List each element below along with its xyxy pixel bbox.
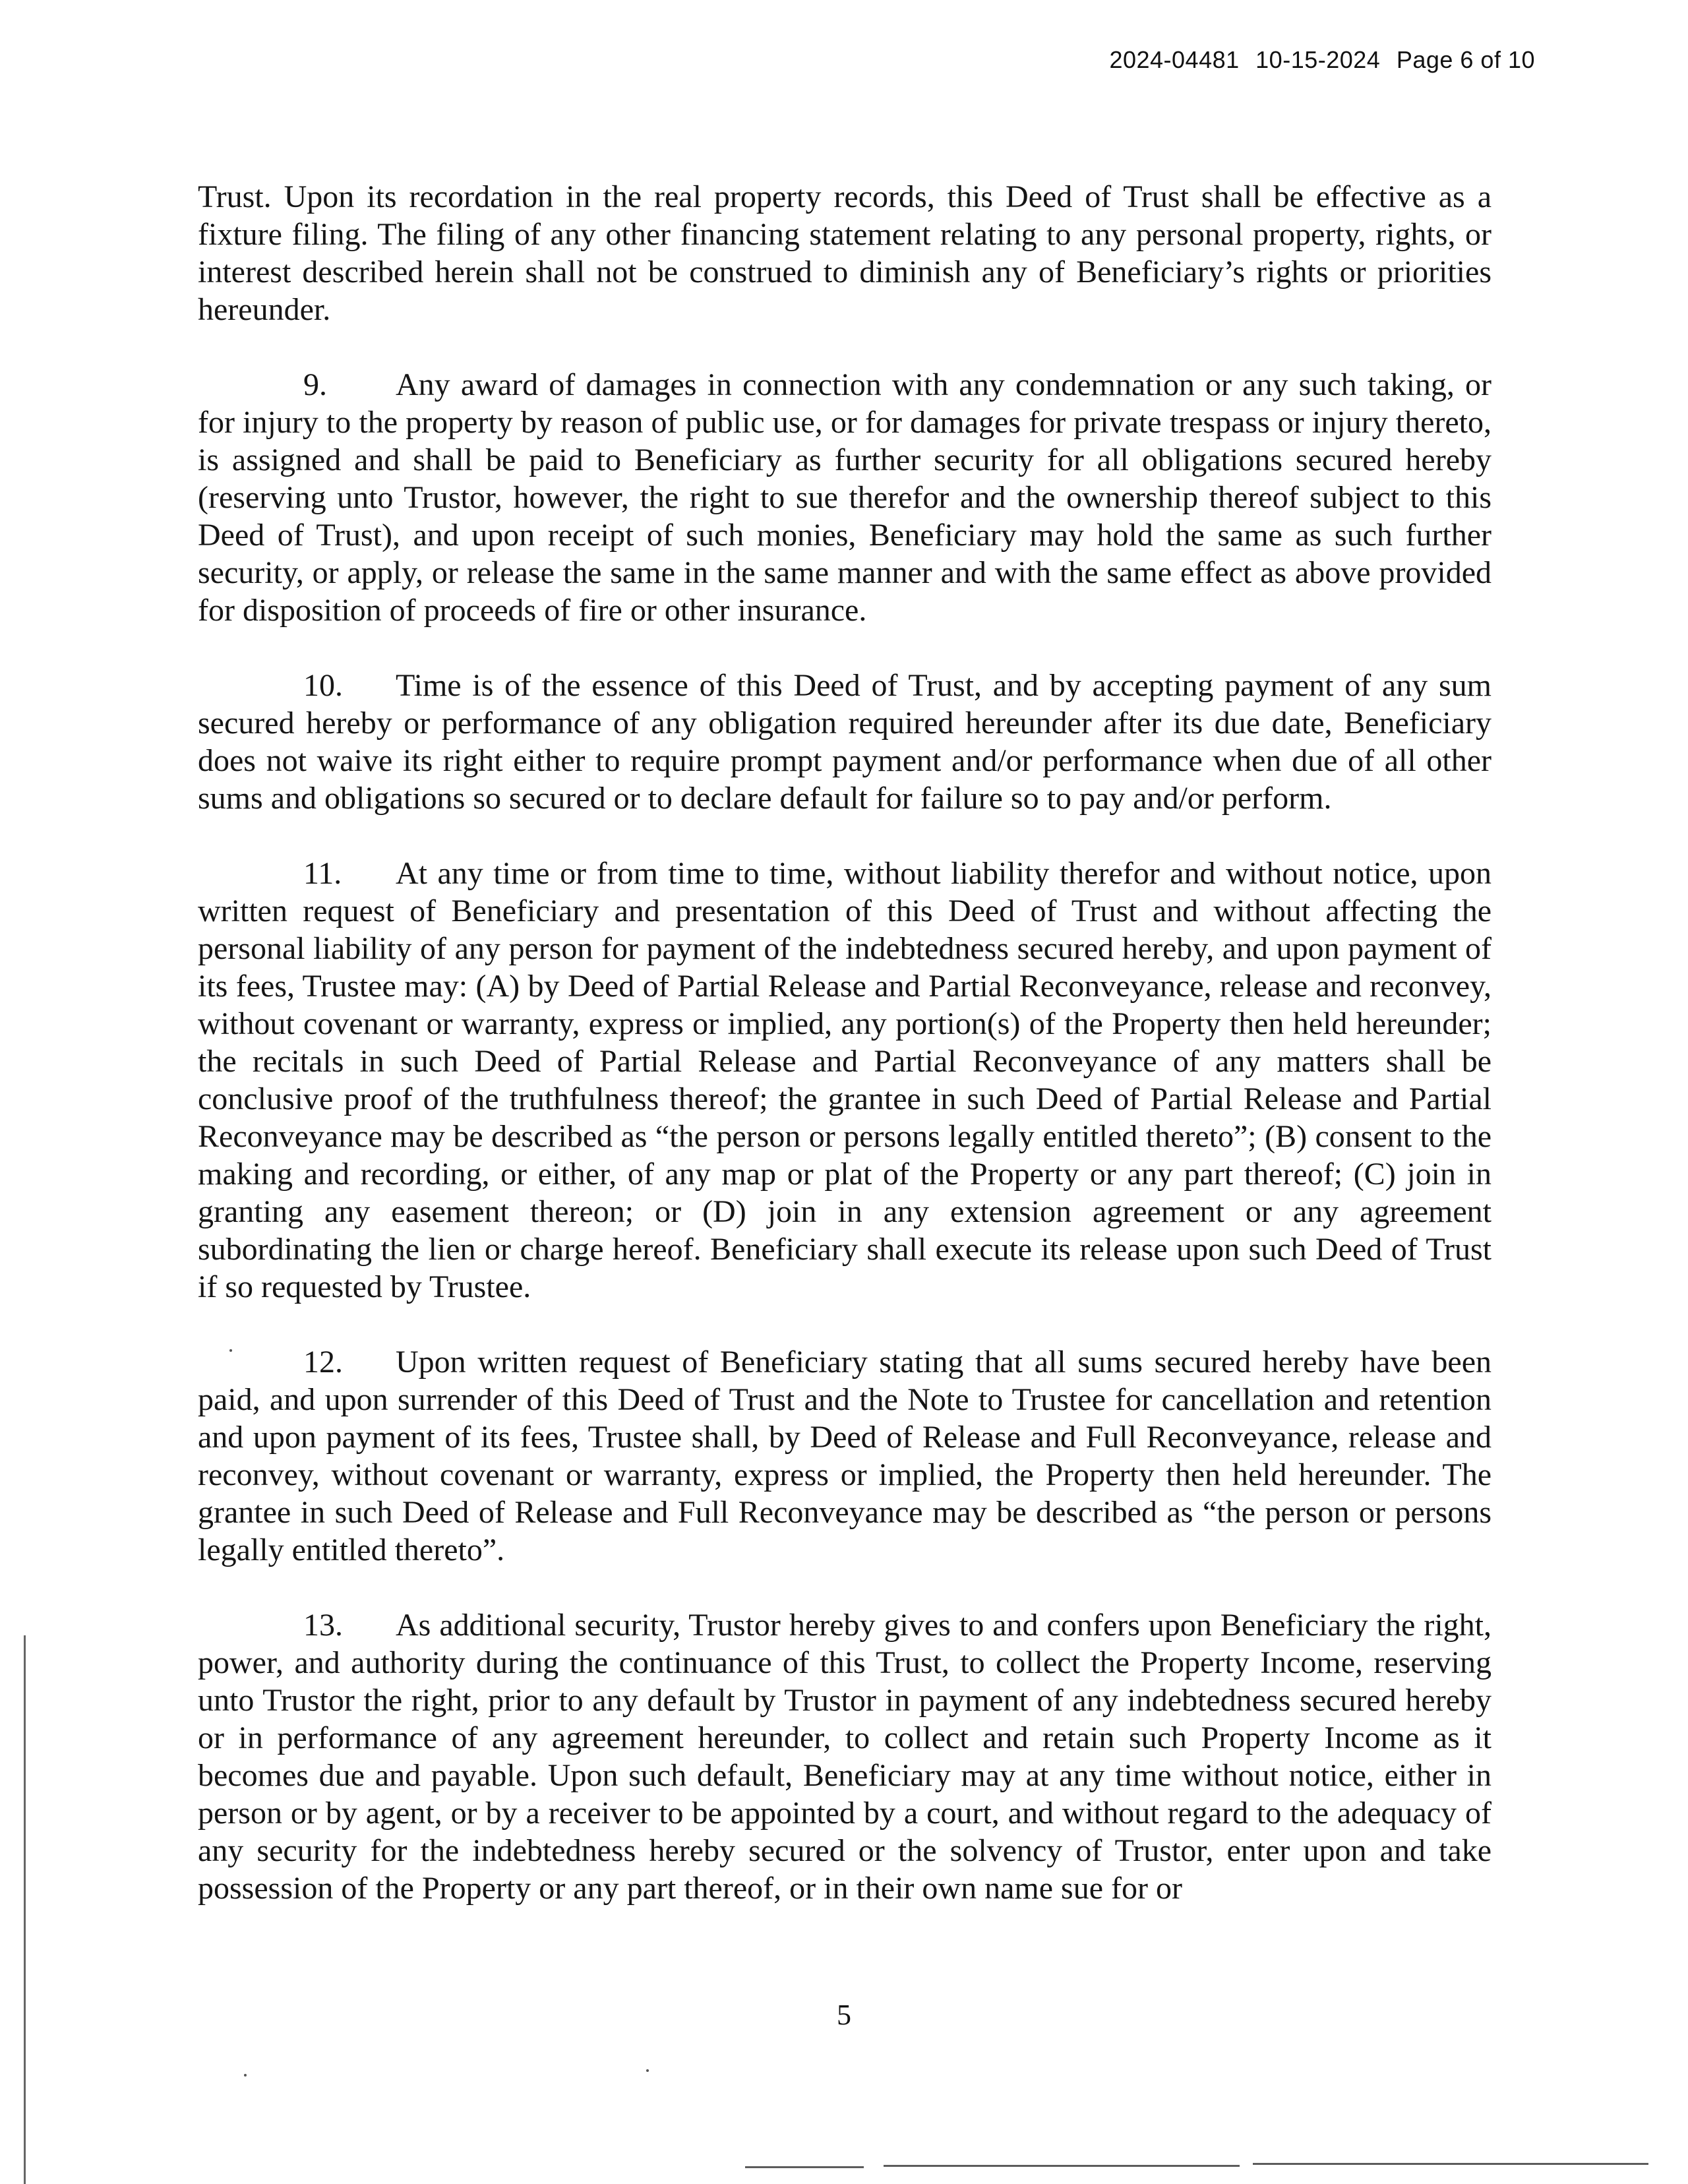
paragraph-number: 9. — [303, 367, 327, 402]
paragraph-text: As additional security, Trustor hereby gives to and confers upon Beneficiary the right, power, and authority during the continuance of this Trust, to collect the Property Income, reserving unto Trustor the right, prior to any default by Trustor in payment of any indebtedness secured hereby or in performance of any agreement hereunder, to collect and retain such Property Income as it becomes due and payable. Upon such default, Beneficiary may at any time without notice, either in person or by agent, or by a receiver to be appointed by a court, and without regard to the adequacy of any security for the indebtedness hereby secured or the solvency of Trustor, enter upon and take possession of the Property or any part thereof, or in their own name sue for or — [198, 1608, 1492, 1906]
scan-artifact-dash — [1253, 2163, 1648, 2165]
paragraph-number: 11. — [303, 856, 342, 891]
paragraph-12 — [198, 1343, 1492, 1569]
recording-date: 10-15-2024 — [1255, 46, 1381, 73]
paragraph-number: 12. — [303, 1345, 343, 1380]
page-number: 5 — [837, 1999, 851, 2031]
paragraph-number: 13. — [303, 1608, 343, 1643]
paragraph-text: Time is of the essence of this Deed of Trust, and by accepting payment of any sum secured hereby or performance of any obligation required hereunder after its due date, Beneficiary does not waive its right either to require prompt payment and/or performance when due of all other sums and obligations so secured or to declare default for failure so to pay and/or perform. — [198, 668, 1492, 816]
paragraph-number: 10. — [303, 668, 343, 703]
scan-artifact-dash — [884, 2165, 1240, 2167]
paragraph-continued — [198, 178, 1492, 328]
paragraph-text: Any award of damages in connection with any condemnation or any such taking, or for injury to the property by reason of public use, or for damages for private trespass or injury thereto, is assigned and shall be paid to Beneficiary as further security for all obligations secured hereby (reserving unto Trustor, however, the right to sue therefor and the ownership thereof subject to this Deed of Trust), and upon receipt of such monies, Beneficiary may hold the same as such further security, or apply, or release the same in the same manner and with the same effect as above provided for disposition of proceeds of fire or other insurance. — [198, 367, 1492, 628]
paragraph-13 — [198, 1606, 1492, 1907]
paragraph-text: Upon written request of Beneficiary stating that all sums secured hereby have been paid, and upon surrender of this Deed of Trust and the Note to Trustee for cancellation and retention and upon payment of its fees, Trustee shall, by Deed of Release and Full Reconveyance, release and reconvey, without covenant or warranty, express or implied, the Property then held hereunder. The grantee in such Deed of Release and Full Reconveyance may be described as “the person or persons legally entitled thereto”. — [198, 1345, 1492, 1567]
scan-artifact-dot — [229, 1349, 232, 1352]
paragraph-11 — [198, 855, 1492, 1306]
paragraph-9 — [198, 366, 1492, 629]
scan-artifact-dot — [244, 2074, 247, 2077]
scan-artifact-dash — [745, 2166, 864, 2168]
scan-artifact-dot — [646, 2069, 649, 2072]
scan-margin-line — [24, 1635, 26, 2184]
paragraph-10 — [198, 667, 1492, 817]
paragraph-text: At any time or from time to time, without liability therefor and without notice, upon written request of Beneficiary and presentation of this Deed of Trust and without affecting the personal liability of any person for payment of the indebtedness secured hereby, and upon payment of its fees, Trustee may: (A) by Deed of Partial Release and Partial Reconveyance, release and reconvey, without covenant or warranty, express or implied, any portion(s) of the Property then held hereunder; the recitals in such Deed of Partial Release and Partial Reconveyance of any matters shall be conclusive proof of the truthfulness thereof; the grantee in such Deed of Partial Release and Partial Reconveyance may be described as “the person or persons legally entitled thereto”; (B) consent to the making and recording, or either, of any map or plat of the Property or any part thereof; (C) join in granting any easement thereon; or (D) join in any extension agreement or any agreement subordinating the lien or charge hereof. Beneficiary shall execute its release upon such Deed of Trust if so requested by Trustee. — [198, 856, 1492, 1304]
page-indicator: Page 6 of 10 — [1396, 46, 1535, 73]
document-number: 2024-04481 — [1109, 46, 1240, 73]
document-body — [198, 178, 1492, 1945]
recording-header — [1109, 46, 1535, 74]
paragraph-text: Trust. Upon its recordation in the real property records, this Deed of Trust shall be effective as a fixture filing. The filing of any other financing statement relating to any personal property, rights, or interest described herein shall not be construed to diminish any of Beneficiary’s rights or priorities hereunder. — [198, 179, 1492, 327]
